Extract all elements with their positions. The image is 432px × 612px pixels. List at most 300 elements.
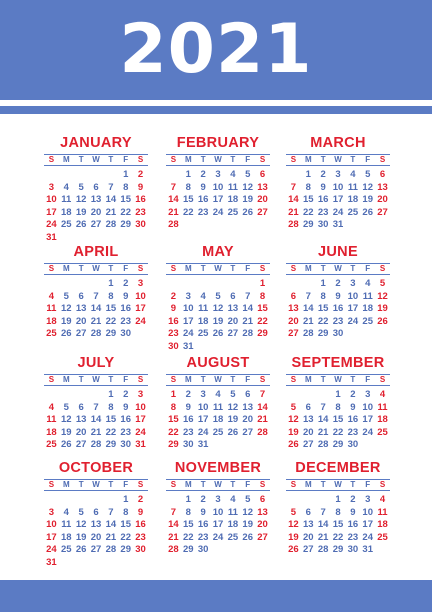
day-number: 31 [135,439,146,451]
day-number: 14 [90,414,102,426]
day-number: 29 [105,439,117,451]
day-number: 15 [105,414,117,426]
day-number: 9 [320,181,326,193]
day-number: 3 [200,389,206,400]
day-number: 4 [379,494,386,505]
day-number: 17 [347,303,359,315]
day-number: 21 [168,531,179,543]
day-number: 23 [347,531,359,543]
day-number: 4 [230,169,236,180]
day-number: 20 [227,315,239,327]
weekday-letter: T [230,375,236,384]
day-number: 2 [137,494,144,505]
weekday-letter: S [137,375,144,384]
day-number: 2 [350,494,356,505]
weekday-letter: W [92,264,100,273]
day-number: 24 [212,531,224,543]
day-grid [286,169,390,232]
day-number: 28 [242,328,253,340]
day-number: 28 [257,426,268,438]
day-number: 12 [242,506,253,518]
weekday-letter: S [170,375,177,384]
weekday-letter: W [334,480,342,489]
day-number: 24 [362,426,373,438]
weekday-letter: F [123,264,129,273]
day-number: 30 [332,328,344,340]
weekday-letter: T [230,480,236,489]
weekday-letter: T [200,155,206,164]
day-number: 17 [197,414,209,426]
weekday-letter: F [245,375,251,384]
year-title: 2021 [119,10,313,89]
day-number: 18 [227,519,239,531]
day-number: 27 [288,328,299,340]
day-number: 27 [302,439,314,451]
weekday-letter: M [62,480,70,489]
day-number: 11 [61,519,72,531]
day-number: 20 [302,531,314,543]
day-number: 21 [242,315,253,327]
day-number: 27 [257,206,268,218]
day-number: 29 [105,328,117,340]
weekday-letter: T [320,480,326,489]
day-number: 4 [48,290,55,302]
day-number: 10 [135,401,146,413]
weekday-letter: F [245,480,251,489]
day-number: 8 [335,401,341,413]
day-number: 21 [105,206,117,218]
weekday-header [166,374,270,386]
weekday-letter: W [92,480,100,489]
day-number: 21 [90,426,102,438]
day-number: 19 [377,303,388,315]
day-number: 21 [168,206,179,218]
weekday-letter: S [290,264,297,273]
day-number: 26 [288,544,299,556]
day-number: 5 [245,494,251,505]
day-number: 1 [259,278,266,289]
day-number: 13 [90,194,102,206]
day-number: 13 [227,303,239,315]
day-grid [44,169,148,245]
day-number: 17 [46,531,57,543]
day-number: 5 [290,401,297,413]
day-grid [286,494,390,557]
weekday-letter: T [78,480,84,489]
weekday-letter: M [304,264,312,273]
day-number: 4 [365,278,371,289]
day-number: 16 [197,194,209,206]
day-number: 1 [170,389,177,400]
day-number: 18 [212,414,224,426]
day-number: 2 [320,169,326,180]
day-number: 20 [75,315,87,327]
day-number: 22 [182,206,194,218]
weekday-letter: F [123,375,129,384]
day-number: 10 [197,401,209,413]
day-number: 29 [120,544,131,556]
day-number: 4 [63,506,69,518]
day-number: 12 [60,414,72,426]
weekday-letter: T [108,264,114,273]
day-number: 6 [290,290,297,302]
month-name: MARCH [310,135,366,151]
day-number: 27 [90,544,102,556]
weekday-header [286,263,390,275]
day-number: 13 [257,181,268,193]
day-number: 26 [362,206,373,218]
day-number: 30 [317,219,329,231]
month-january [44,134,148,245]
weekday-letter: S [290,375,297,384]
day-number: 23 [135,531,146,543]
day-number: 31 [46,556,57,568]
day-number: 3 [48,181,55,193]
weekday-letter: S [137,155,144,164]
day-number: 2 [170,290,177,302]
day-number: 15 [257,303,268,315]
day-number: 12 [75,194,87,206]
day-number: 30 [168,340,179,352]
day-number: 17 [212,519,224,531]
day-number: 15 [317,303,329,315]
day-number: 6 [93,181,99,193]
day-number: 18 [197,315,209,327]
day-number: 10 [46,194,57,206]
day-number: 6 [259,169,266,180]
day-number: 5 [78,181,84,193]
day-number: 2 [185,389,191,400]
day-number: 31 [46,231,57,243]
weekday-letter: M [62,264,70,273]
day-number: 8 [259,290,266,302]
weekday-letter: W [334,155,342,164]
month-may [166,243,270,354]
day-number: 11 [212,401,224,413]
day-number: 29 [120,219,131,231]
day-number: 13 [288,303,299,315]
day-number: 26 [377,315,388,327]
day-number: 20 [257,519,268,531]
weekday-letter: T [230,155,236,164]
day-number: 25 [46,439,57,451]
day-number: 30 [347,544,359,556]
month-name: SEPTEMBER [291,355,385,371]
weekday-letter: S [259,155,266,164]
day-number: 23 [332,315,344,327]
day-number: 26 [288,439,299,451]
day-number: 29 [168,439,179,451]
day-number: 7 [259,389,266,400]
weekday-letter: S [379,155,386,164]
weekday-letter: W [214,375,222,384]
day-number: 17 [135,414,146,426]
day-number: 20 [90,206,102,218]
day-number: 8 [320,290,326,302]
day-number: 25 [347,206,359,218]
day-number: 15 [168,414,179,426]
day-number: 23 [197,531,209,543]
day-number: 1 [108,278,114,289]
day-number: 26 [75,219,87,231]
day-number: 29 [257,328,268,340]
day-number: 22 [120,206,131,218]
day-number: 14 [105,194,117,206]
day-number: 21 [288,206,299,218]
month-february [166,134,270,232]
day-number: 19 [75,531,87,543]
day-number: 19 [288,531,299,543]
day-number: 30 [182,439,194,451]
weekday-header [166,154,270,166]
weekday-letter: W [334,375,342,384]
day-number: 3 [335,169,341,180]
month-name: APRIL [73,244,119,260]
day-grid [166,278,270,354]
day-number: 10 [212,506,224,518]
day-number: 29 [317,328,329,340]
day-number: 16 [168,315,179,327]
weekday-letter: T [320,155,326,164]
day-number: 5 [78,506,84,518]
day-number: 9 [123,401,129,413]
day-number: 7 [320,506,326,518]
weekday-letter: M [62,375,70,384]
day-number: 12 [60,303,72,315]
day-number: 7 [320,401,326,413]
day-number: 20 [302,426,314,438]
day-number: 5 [215,290,221,302]
day-number: 6 [230,290,236,302]
day-number: 8 [335,506,341,518]
day-number: 11 [377,506,388,518]
day-number: 25 [212,426,224,438]
day-number: 13 [257,506,268,518]
day-number: 20 [377,194,388,206]
weekday-letter: W [214,264,222,273]
day-number: 6 [259,494,266,505]
weekday-letter: S [137,264,144,273]
weekday-header [44,479,148,491]
month-june [286,243,390,341]
day-number: 4 [230,494,236,505]
day-number: 24 [46,544,57,556]
weekday-letter: M [184,264,192,273]
day-number: 7 [108,181,114,193]
day-number: 31 [362,544,373,556]
day-number: 24 [135,426,146,438]
weekday-letter: S [379,264,386,273]
month-name: JANUARY [60,135,132,151]
day-number: 27 [75,328,87,340]
day-number: 27 [90,219,102,231]
day-number: 24 [347,315,359,327]
month-name: NOVEMBER [174,460,262,476]
day-number: 16 [120,303,131,315]
weekday-letter: T [108,155,114,164]
day-number: 21 [317,531,329,543]
day-number: 15 [120,194,131,206]
day-number: 11 [198,303,209,315]
day-number: 30 [120,328,131,340]
day-number: 28 [317,544,329,556]
day-number: 25 [362,315,373,327]
day-number: 14 [302,303,314,315]
header-banner [0,0,432,100]
day-number: 12 [242,181,253,193]
weekday-letter: F [365,375,371,384]
day-number: 6 [379,169,386,180]
day-number: 1 [108,389,114,400]
weekday-letter: T [350,375,356,384]
day-number: 5 [63,401,69,413]
day-number: 3 [365,494,371,505]
day-number: 26 [60,439,72,451]
weekday-letter: T [320,264,326,273]
weekday-letter: S [48,264,55,273]
weekday-letter: W [92,155,100,164]
day-number: 23 [182,426,194,438]
weekday-letter: S [170,264,177,273]
day-number: 9 [200,506,206,518]
day-number: 3 [215,494,221,505]
weekday-header [166,479,270,491]
day-number: 5 [379,278,386,289]
day-number: 7 [170,181,177,193]
day-number: 16 [332,303,344,315]
day-number: 11 [61,194,72,206]
day-number: 25 [60,219,72,231]
day-number: 9 [200,181,206,193]
day-number: 12 [377,290,388,302]
day-number: 24 [46,219,57,231]
day-number: 13 [75,414,87,426]
day-number: 21 [317,426,329,438]
day-number: 18 [46,426,57,438]
day-number: 22 [317,315,329,327]
day-number: 19 [60,426,72,438]
day-number: 17 [362,519,373,531]
day-number: 3 [365,389,371,400]
day-number: 17 [212,194,224,206]
weekday-letter: F [245,264,251,273]
weekday-letter: M [304,155,312,164]
weekday-letter: T [350,480,356,489]
month-october [44,459,148,570]
weekday-header [286,374,390,386]
day-number: 19 [75,206,87,218]
day-number: 10 [135,290,146,302]
day-number: 2 [123,389,129,400]
day-number: 31 [332,219,344,231]
weekday-letter: S [48,480,55,489]
weekday-letter: M [62,155,70,164]
day-number: 15 [302,194,314,206]
day-number: 13 [302,414,314,426]
weekday-letter: F [365,155,371,164]
weekday-letter: M [304,480,312,489]
day-number: 18 [362,303,373,315]
day-number: 18 [377,414,388,426]
day-number: 1 [335,389,341,400]
day-number: 28 [168,219,179,231]
day-number: 14 [288,194,299,206]
weekday-letter: M [184,480,192,489]
weekday-letter: S [259,480,266,489]
day-number: 6 [78,290,84,302]
day-number: 4 [379,389,386,400]
day-number: 9 [350,506,356,518]
day-number: 2 [335,278,341,289]
day-number: 19 [288,426,299,438]
month-march [286,134,390,232]
day-number: 30 [197,544,209,556]
weekday-letter: T [78,264,84,273]
day-number: 15 [105,303,117,315]
day-number: 22 [105,315,117,327]
day-number: 31 [182,340,194,352]
day-number: 15 [182,194,194,206]
day-number: 13 [302,519,314,531]
day-number: 10 [362,401,373,413]
day-number: 27 [302,544,314,556]
day-number: 14 [242,303,253,315]
day-grid [44,494,148,570]
day-number: 10 [332,181,344,193]
day-number: 16 [197,519,209,531]
weekday-letter: W [334,264,342,273]
day-number: 16 [347,519,359,531]
weekday-letter: S [137,480,144,489]
day-number: 7 [290,181,297,193]
month-name: MAY [202,244,234,260]
day-number: 5 [245,169,251,180]
day-number: 14 [105,519,117,531]
day-number: 7 [245,290,251,302]
day-number: 10 [182,303,194,315]
day-number: 13 [377,181,388,193]
day-number: 29 [302,219,314,231]
day-number: 17 [332,194,344,206]
day-number: 22 [182,531,194,543]
day-number: 10 [212,181,224,193]
day-number: 20 [257,194,268,206]
day-number: 30 [120,439,131,451]
month-name: JUNE [318,244,358,260]
day-number: 22 [120,531,131,543]
day-number: 19 [227,414,239,426]
day-number: 28 [302,328,314,340]
day-number: 25 [46,328,57,340]
day-number: 24 [135,315,146,327]
day-number: 28 [317,439,329,451]
day-number: 20 [90,531,102,543]
weekday-letter: W [214,155,222,164]
day-number: 18 [60,206,72,218]
day-number: 14 [90,303,102,315]
day-number: 26 [212,328,224,340]
day-number: 19 [212,315,224,327]
day-number: 7 [93,401,99,413]
weekday-letter: S [290,155,297,164]
weekday-letter: M [184,155,192,164]
weekday-letter: S [48,375,55,384]
day-number: 21 [302,315,314,327]
day-number: 3 [137,278,144,289]
day-number: 27 [242,426,253,438]
weekday-letter: T [78,375,84,384]
weekday-letter: M [304,375,312,384]
